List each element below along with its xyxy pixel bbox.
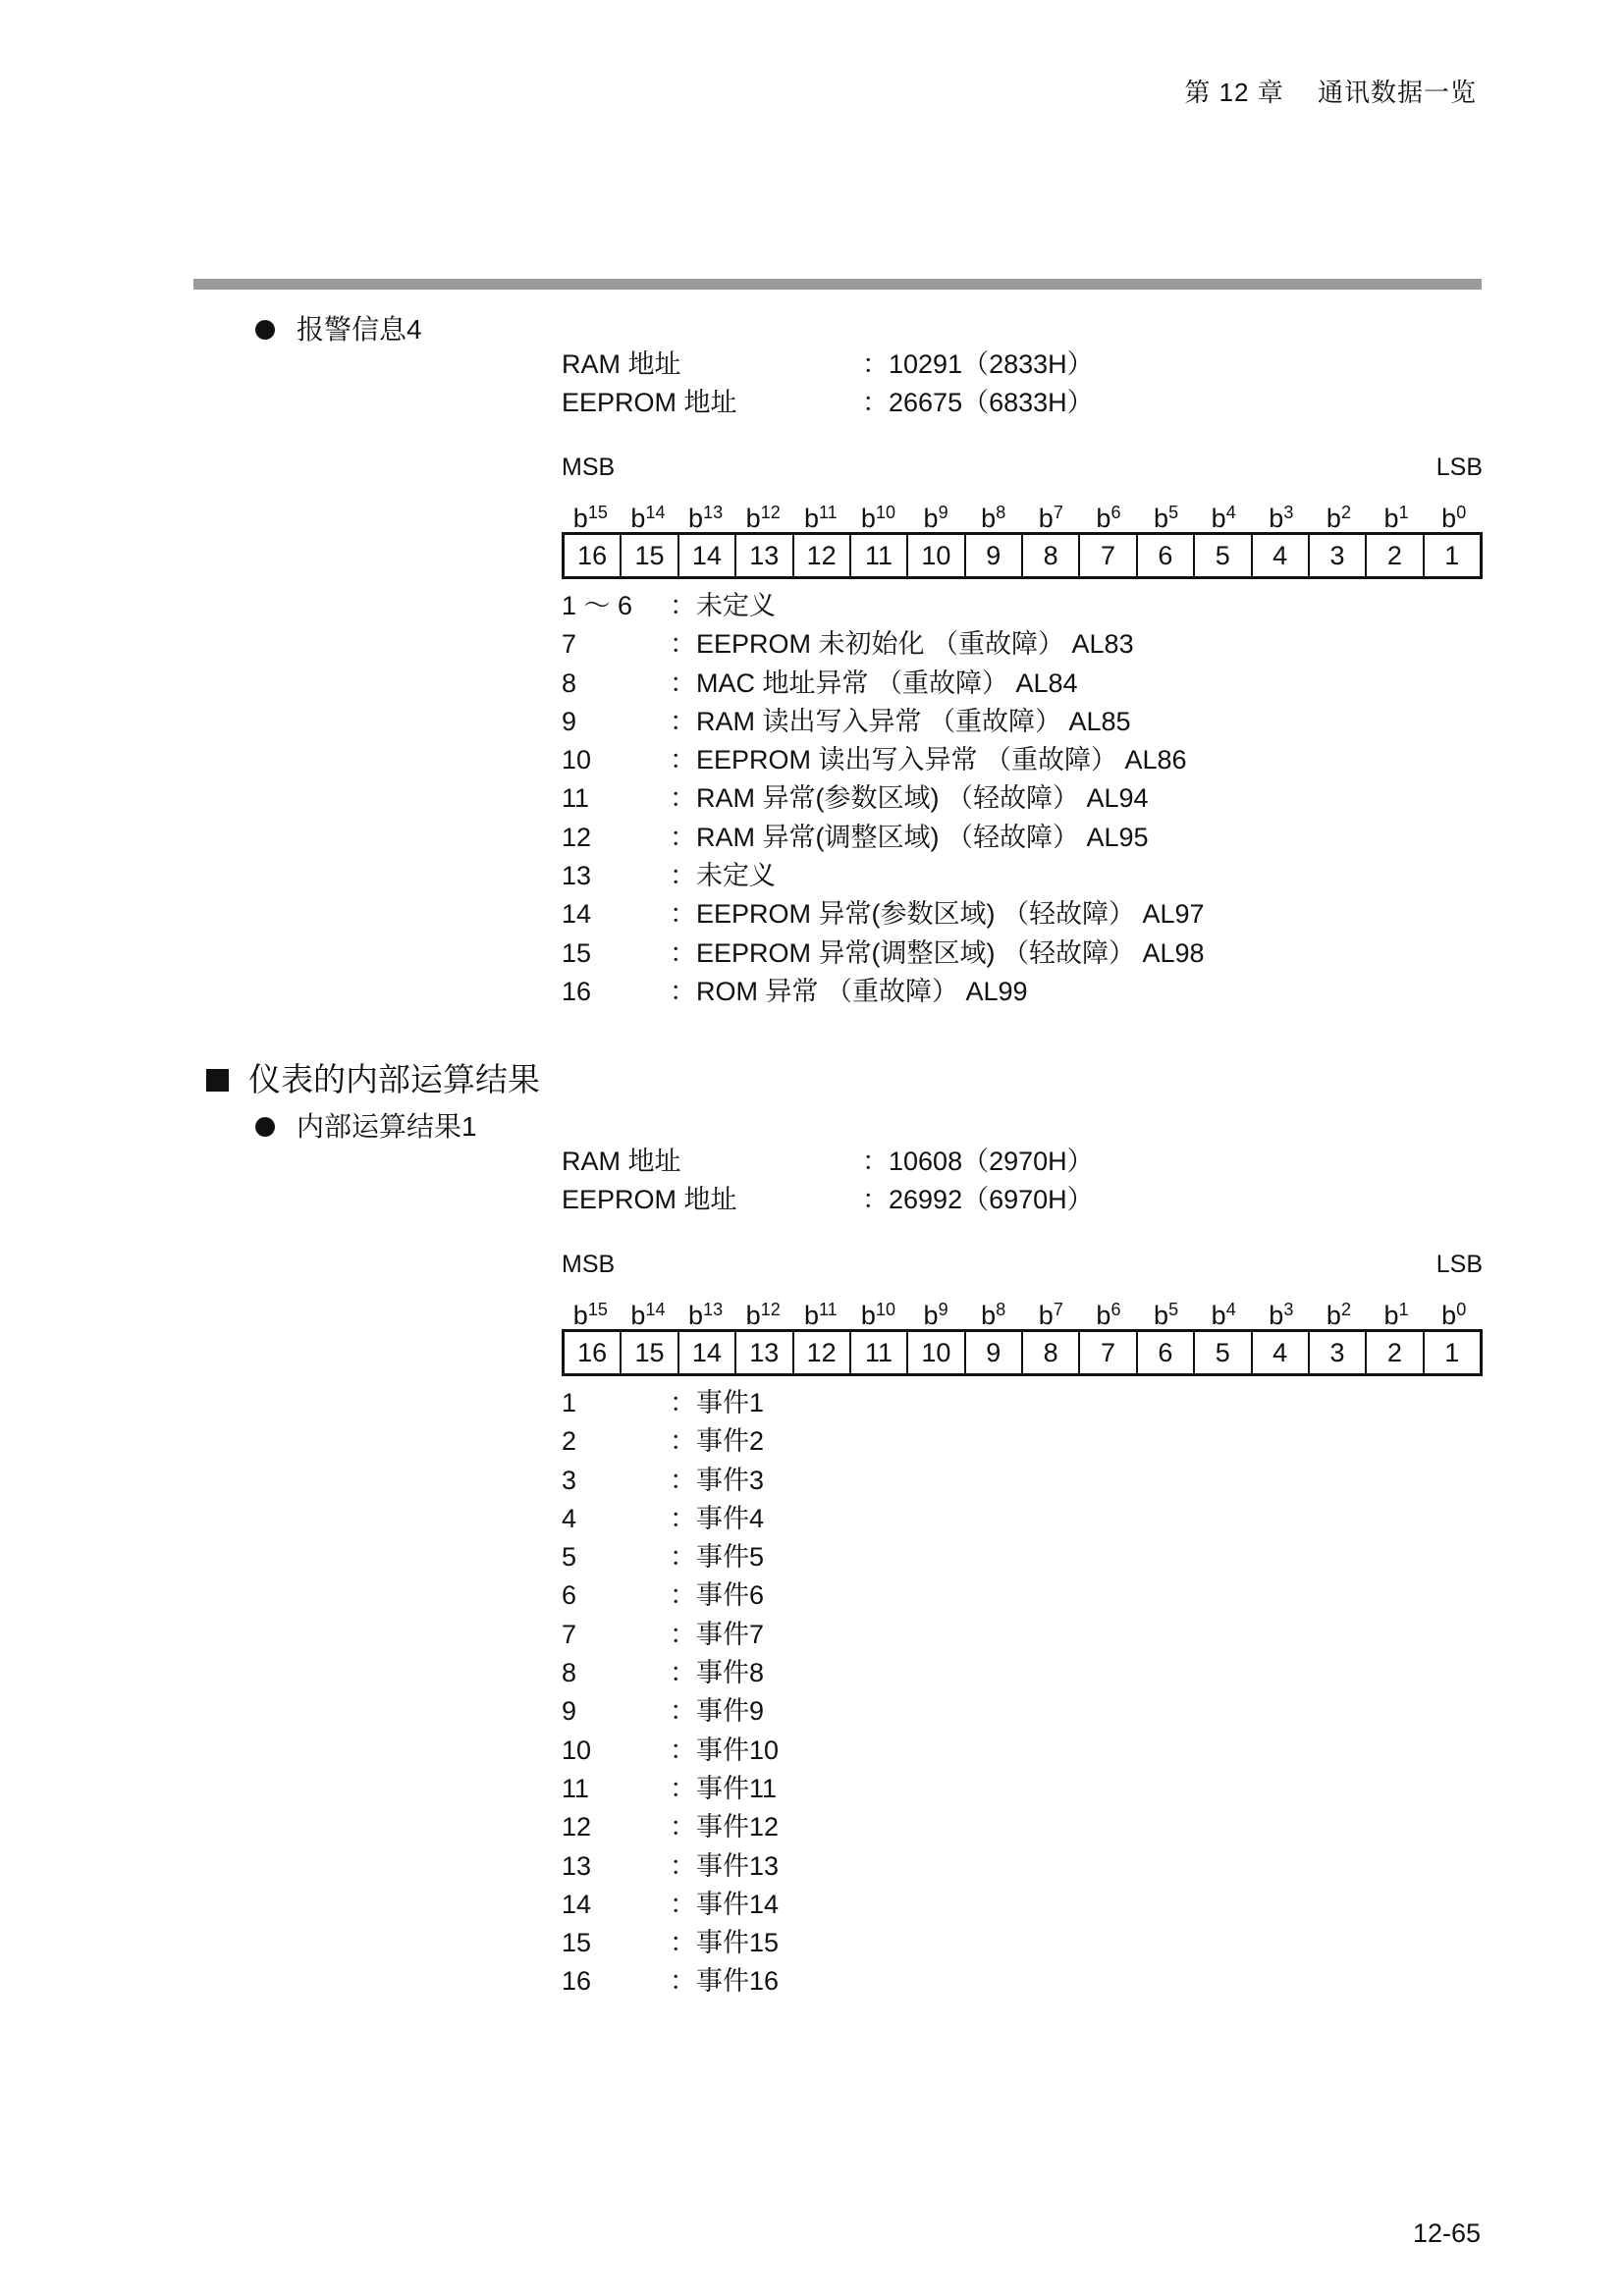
bit-index: 7 [1053, 503, 1063, 522]
msb-label: MSB [562, 1251, 616, 1278]
ram-address-value: ：10608（2970H） [862, 1147, 1094, 1176]
bit-prefix: b [1383, 1301, 1399, 1330]
bit-number: 1 [562, 1388, 577, 1417]
bit-index: 0 [1456, 503, 1467, 522]
bit-number: 12 [562, 1812, 592, 1842]
bit-label [1022, 1290, 1080, 1329]
bit-number: 8 [562, 1658, 577, 1688]
subheading-text: 内部运算结果1 [297, 1111, 477, 1142]
lsb-label: LSB [1435, 454, 1483, 481]
bullet-icon [255, 320, 275, 340]
bit-index: 14 [645, 503, 666, 522]
bit-labels [562, 493, 1483, 532]
bit-label [1425, 1290, 1483, 1329]
running-header [1184, 73, 1477, 109]
bit-index: 5 [1168, 503, 1179, 522]
bit-meaning: ：ROM 异常 （重故障） AL99 [670, 976, 1028, 1006]
bit-register-alarm4 [562, 454, 1483, 579]
bit-prefix: b [1154, 504, 1169, 533]
bit-prefix: b [923, 1301, 939, 1330]
bit-index: 4 [1225, 503, 1236, 522]
bit-label [562, 493, 620, 532]
bit-meaning: ：未定义 [670, 591, 776, 620]
bit-label [1137, 1290, 1195, 1329]
bit-label [620, 1290, 677, 1329]
bit-prefix: b [572, 1301, 588, 1330]
bit-prefix: b [923, 504, 939, 533]
bit-meaning: ：EEPROM 异常(参数区域) （轻故障） AL97 [670, 899, 1205, 930]
bit-meaning: ：RAM 读出写入异常 （重故障） AL85 [670, 706, 1131, 736]
bit-meaning: ：事件10 [670, 1735, 780, 1765]
eeprom-address-value: ：26675（6833H） [862, 388, 1094, 417]
bit-prefix: b [1326, 504, 1341, 533]
bit-meaning: ：EEPROM 异常(调整区域) （轻故障） AL98 [670, 937, 1205, 968]
bit-label [620, 493, 677, 532]
bit-index: 4 [1225, 1300, 1236, 1319]
bit-index: 15 [587, 1300, 608, 1319]
bit-cell: 11 [849, 535, 906, 576]
bit-prefix: b [981, 1301, 997, 1330]
bit-index: 12 [760, 503, 781, 522]
bit-prefix: b [1326, 1301, 1341, 1330]
bit-cell: 9 [964, 535, 1021, 576]
bit-index: 8 [996, 503, 1006, 522]
bit-label [964, 493, 1022, 532]
bit-meaning: ：事件16 [670, 1966, 780, 1997]
bit-cell: 6 [1136, 535, 1193, 576]
bit-cell: 12 [792, 1332, 849, 1373]
bit-number: 15 [562, 1928, 592, 1958]
bit-prefix: b [1269, 504, 1284, 533]
bit-index: 15 [587, 503, 608, 522]
bit-number: 9 [562, 1696, 577, 1727]
eeprom-address-label: EEPROM 地址 [562, 388, 737, 417]
bit-prefix: b [1211, 504, 1226, 533]
bit-prefix: b [1154, 1301, 1169, 1330]
register-ends [562, 1251, 1483, 1290]
bit-number: 15 [562, 937, 592, 968]
header-rule [193, 279, 1482, 290]
bit-prefix: b [1269, 1301, 1284, 1330]
bit-meaning: ：事件1 [670, 1388, 765, 1417]
bit-cell: 2 [1365, 535, 1422, 576]
bit-number: 2 [562, 1426, 577, 1457]
bit-index: 11 [818, 503, 838, 522]
bit-cell: 4 [1251, 535, 1308, 576]
bit-index: 1 [1398, 1300, 1409, 1319]
bit-meaning: ：事件2 [670, 1426, 765, 1457]
bit-number: 16 [562, 1966, 592, 1997]
bit-prefix: b [1038, 504, 1054, 533]
bit-cell: 10 [906, 535, 963, 576]
bit-cell: 5 [1193, 535, 1250, 576]
bit-cell: 15 [620, 1332, 677, 1373]
bit-prefix: b [1211, 1301, 1226, 1330]
bit-number: 8 [562, 667, 577, 698]
bit-cell: 7 [1078, 1332, 1135, 1373]
bit-prefix: b [688, 504, 704, 533]
bit-prefix: b [630, 1301, 646, 1330]
bit-label [1253, 493, 1311, 532]
bit-index: 12 [760, 1300, 781, 1319]
bit-prefix: b [1096, 504, 1111, 533]
bit-cell: 3 [1308, 1332, 1365, 1373]
bit-prefix: b [688, 1301, 704, 1330]
bit-cell: 15 [620, 535, 677, 576]
bit-prefix: b [1038, 1301, 1054, 1330]
bit-cell: 10 [906, 1332, 963, 1373]
bit-index: 3 [1283, 503, 1294, 522]
bit-label [1310, 493, 1368, 532]
bit-label [1310, 1290, 1368, 1329]
bit-index: 13 [703, 503, 724, 522]
bit-prefix: b [860, 504, 876, 533]
bit-number: 14 [562, 1889, 592, 1919]
bit-number: 5 [562, 1542, 577, 1573]
bit-label [1195, 493, 1253, 532]
bit-index: 2 [1340, 1300, 1351, 1319]
bit-cell: 1 [1423, 1332, 1480, 1373]
bit-prefix: b [1383, 504, 1399, 533]
bit-index: 10 [875, 1300, 895, 1319]
bit-prefix: b [630, 504, 646, 533]
bit-cells [562, 532, 1483, 579]
bit-meaning: ：事件14 [670, 1889, 780, 1919]
bit-number: 11 [562, 1773, 590, 1803]
bit-label [1253, 1290, 1311, 1329]
bit-label [1137, 493, 1195, 532]
ram-address-label: RAM 地址 [562, 1147, 681, 1176]
bit-meaning: ：事件12 [670, 1812, 780, 1842]
bit-number: 6 [562, 1580, 577, 1611]
bit-meaning: ：事件4 [670, 1503, 765, 1533]
bit-cell: 4 [1251, 1332, 1308, 1373]
bit-cell: 13 [734, 535, 791, 576]
bit-label [734, 493, 792, 532]
ram-address-value: ：10291（2833H） [862, 349, 1094, 379]
bit-label [1368, 1290, 1426, 1329]
bit-number: 13 [562, 861, 592, 891]
bit-index: 5 [1168, 1300, 1179, 1319]
eeprom-address-label: EEPROM 地址 [562, 1185, 737, 1214]
bit-meaning: ：事件3 [670, 1465, 765, 1495]
bit-number: 10 [562, 745, 592, 775]
bit-meaning: ：事件13 [670, 1850, 780, 1881]
bit-number: 9 [562, 706, 577, 736]
bit-index: 11 [818, 1300, 838, 1319]
bit-label [792, 493, 850, 532]
bit-cell: 1 [1423, 535, 1480, 576]
msb-label: MSB [562, 454, 616, 481]
bit-number: 7 [562, 629, 577, 660]
bit-cell: 11 [849, 1332, 906, 1373]
bit-number: 16 [562, 976, 592, 1006]
chapter-number: 第 12 章 [1184, 78, 1284, 107]
bit-meaning: ：EEPROM 未初始化 （重故障） AL83 [670, 629, 1134, 660]
section-title: 仪表的内部运算结果 [248, 1061, 540, 1097]
subheading-text: 报警信息4 [297, 314, 422, 345]
bit-cell: 3 [1308, 535, 1365, 576]
bit-index: 9 [938, 503, 948, 522]
subheading-alarm4 [255, 308, 422, 347]
bit-label [677, 493, 734, 532]
lsb-label: LSB [1435, 1251, 1483, 1278]
bit-meaning: ：事件8 [670, 1658, 765, 1688]
bit-cells [562, 1329, 1483, 1376]
subheading-internal1 [255, 1105, 477, 1145]
bit-meaning: ：事件15 [670, 1928, 780, 1958]
bit-prefix: b [981, 504, 997, 533]
bit-label [907, 1290, 965, 1329]
bit-index: 6 [1110, 1300, 1121, 1319]
bit-cell: 8 [1021, 1332, 1078, 1373]
bit-meaning: ：事件11 [670, 1773, 778, 1803]
bit-label [792, 1290, 850, 1329]
bit-index: 0 [1456, 1300, 1467, 1319]
bit-prefix: b [860, 1301, 876, 1330]
bit-label [1080, 1290, 1138, 1329]
bit-cell: 8 [1021, 535, 1078, 576]
bit-number: 4 [562, 1503, 577, 1533]
bit-meaning: ：EEPROM 读出写入异常 （重故障） AL86 [670, 745, 1187, 775]
bit-label [1195, 1290, 1253, 1329]
bit-label [849, 1290, 907, 1329]
bit-prefix: b [745, 1301, 761, 1330]
bit-meaning: ：RAM 异常(调整区域) （轻故障） AL95 [670, 822, 1149, 852]
bit-label [734, 1290, 792, 1329]
bit-meaning: ：事件6 [670, 1580, 765, 1611]
bit-prefix: b [803, 504, 819, 533]
bit-meaning: ：MAC 地址异常 （重故障） AL84 [670, 667, 1078, 698]
section-heading [206, 1054, 540, 1100]
bit-cell: 13 [734, 1332, 791, 1373]
bit-cell: 16 [577, 1338, 608, 1367]
eeprom-address-value: ：26992（6970H） [862, 1185, 1094, 1214]
bit-index: 9 [938, 1300, 948, 1319]
bit-cell: 14 [677, 1332, 734, 1373]
bit-cell: 9 [964, 1332, 1021, 1373]
bit-meaning: ：RAM 异常(参数区域) （轻故障） AL94 [670, 783, 1149, 814]
bit-register-internal1 [562, 1251, 1483, 1376]
bit-prefix: b [1441, 504, 1457, 533]
bit-prefix: b [1441, 1301, 1457, 1330]
page-number: 12-65 [1412, 2218, 1481, 2248]
square-bullet-icon [206, 1069, 229, 1092]
bit-number: 14 [562, 899, 592, 930]
bit-number: 12 [562, 822, 592, 852]
bit-label [964, 1290, 1022, 1329]
bit-prefix: b [745, 504, 761, 533]
bit-cell: 7 [1078, 535, 1135, 576]
bit-prefix: b [1096, 1301, 1111, 1330]
bit-index: 2 [1340, 503, 1351, 522]
bit-number: 3 [562, 1465, 577, 1495]
bit-index: 10 [875, 503, 895, 522]
bit-number: 10 [562, 1735, 592, 1765]
bit-index: 13 [703, 1300, 724, 1319]
bit-cell: 12 [792, 535, 849, 576]
bit-index: 3 [1283, 1300, 1294, 1319]
bit-cell: 16 [577, 541, 608, 570]
bullet-icon [255, 1117, 275, 1137]
bit-label [1022, 493, 1080, 532]
bit-index: 7 [1053, 1300, 1063, 1319]
bit-label [1425, 493, 1483, 532]
bit-meaning: ：事件5 [670, 1542, 765, 1573]
bit-prefix: b [803, 1301, 819, 1330]
bit-index: 1 [1398, 503, 1409, 522]
register-ends [562, 454, 1483, 493]
bit-number: 7 [562, 1619, 577, 1649]
bit-meaning: ：未定义 [670, 861, 776, 891]
bit-index: 14 [645, 1300, 666, 1319]
bit-number: 13 [562, 1850, 592, 1881]
bit-prefix: b [572, 504, 588, 533]
bit-number: 11 [562, 783, 590, 814]
bit-label [849, 493, 907, 532]
bit-cell: 6 [1136, 1332, 1193, 1373]
bit-index: 8 [996, 1300, 1006, 1319]
bit-meaning: ：事件7 [670, 1619, 765, 1649]
bit-label [677, 1290, 734, 1329]
bit-label [907, 493, 965, 532]
chapter-title: 通讯数据一览 [1317, 78, 1477, 107]
bit-label [1080, 493, 1138, 532]
bit-cell: 5 [1193, 1332, 1250, 1373]
bit-labels [562, 1290, 1483, 1329]
bit-label [1368, 493, 1426, 532]
bit-number: 1 ～ 6 [562, 591, 633, 620]
bit-index: 6 [1110, 503, 1121, 522]
bit-meaning: ：事件9 [670, 1696, 765, 1727]
ram-address-label: RAM 地址 [562, 349, 681, 379]
bit-label [562, 1290, 620, 1329]
bit-cell: 14 [677, 535, 734, 576]
bit-cell: 2 [1365, 1332, 1422, 1373]
